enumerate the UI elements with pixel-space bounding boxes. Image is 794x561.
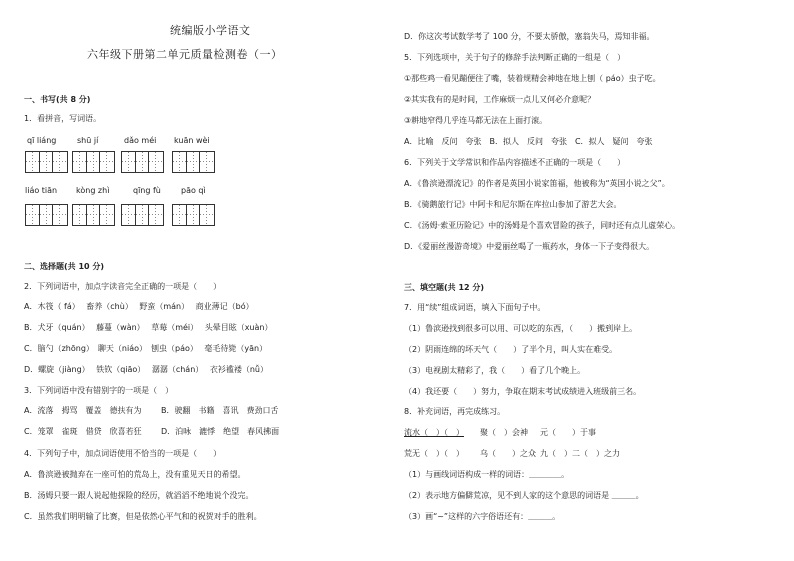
q7-item-1[interactable]: （1）鲁滨逊找到很多可以用、可以吃的东西，（ ）搬到岸上。 [404,324,638,333]
question-1: 1．看拼音，写词语。 [24,114,102,123]
right-column [395,0,794,561]
section-heading-writing: 一、书写(共 8 分) [24,95,91,104]
q7-item-3[interactable]: （3）电视剧太精彩了，我（ ）看了几个晚上。 [404,366,586,375]
writing-grid-4[interactable] [172,151,215,173]
q6-option-d[interactable]: D．《爱丽丝漫游奇境》中爱丽丝喝了一瓶药水，身体一下子变得很大。 [404,242,655,251]
writing-grid-5[interactable] [25,204,68,226]
writing-grid-7[interactable] [121,204,164,226]
q8-sub-2[interactable]: （2）表示地方偏僻荒凉，见不到人家的这个意思的词语是 ＿＿＿。 [404,491,644,500]
q4-option-a[interactable]: A．鲁滨逊被抛弃在一座可怕的荒岛上，没有重见天日的希望。 [24,470,246,479]
pinyin-5: liáo tiān [25,186,58,195]
title-line-1: 统编版小学语文 [170,24,251,37]
q8-sub-1[interactable]: （1）与画线词语构成一样的词语：＿＿＿＿。 [404,470,570,479]
q7-item-2[interactable]: （2）阴雨连绵的坏天气（ ）了半个月，叫人实在难受。 [404,345,618,354]
question-6: 6．下列关于文学常识和作品内容描述不正确的一项是（ ） [404,158,626,167]
q2-option-d[interactable]: D．螺旋（jiàng） 铁钦（qiāo） 潺潺（chán） 衣衫褴褛（nǚ） [24,365,268,374]
section-heading-choice: 二、选择题(共 10 分) [24,262,105,271]
q8-word-4[interactable]: 荒无（ ）（ ） [404,449,464,458]
question-5: 5．下列选项中，关于句子的修辞手法判断正确的一组是（ ） [404,53,626,62]
q3-option-b[interactable]: B．驶翻 书籍 喜讯 费劲口舌 [161,406,279,415]
q4-option-b[interactable]: B．汤姆只要一跟人说起他探险的经历，就滔滔不绝地说个没完。 [24,491,254,500]
left-column [0,0,395,561]
writing-grid-6[interactable] [72,204,115,226]
q8-sub-3[interactable]: （3）画“~”这样的六字俗语还有：＿＿＿。 [404,512,561,521]
writing-grid-2[interactable] [72,151,115,173]
question-4: 4．下列句子中，加点词语使用不恰当的一项是（ ） [24,449,222,458]
writing-grid-8[interactable] [172,204,215,226]
q7-item-4[interactable]: （4）我还要（ ）努力，争取在期末考试成绩进入班级前三名。 [404,387,642,396]
question-7: 7．用“续”组成词语，填入下面句子中。 [404,303,546,312]
pinyin-8: pāo qì [181,186,206,195]
q8-word-1[interactable]: 流水（ ）（ ） [404,428,464,437]
q3-option-d[interactable]: D．泊咏 漉悸 绝望 春风拂面 [161,427,280,436]
q3-option-a[interactable]: A．流落 拇骂 覆盖 德扶有为 [24,406,142,415]
pinyin-1: qī liáng [27,136,57,145]
q5-sentence-3: ③耕地窄得几乎连马都无法在上面打滚。 [404,116,548,125]
pinyin-3: dǎo méi [124,136,157,145]
pinyin-2: shū jí [77,136,99,145]
title-line-2: 六年级下册第二单元质量检测卷（一） [87,48,283,61]
q3-option-c[interactable]: C．笼罩 雀斑 借贷 欣喜若狂 [24,427,142,436]
writing-grid-3[interactable] [121,151,164,173]
q8-word-5[interactable]: 乌（ ）之众 [480,449,536,458]
q5-options[interactable]: A．比喻 反问 夸张 B．拟人 反问 夸张 C．拟人 疑问 夸张 [404,137,653,146]
pinyin-6: kòng zhì [76,186,110,195]
question-3: 3．下列词语中没有错别字的一项是（ ） [24,386,174,395]
q6-option-b[interactable]: B．《骑鹅旅行记》中阿卡和尼尔斯在库拉山参加了游艺大会。 [404,200,622,209]
q4-option-c[interactable]: C．虽然我们明明输了比赛，但是依然心平气和的祝贺对手的胜利。 [24,512,262,521]
q8-word-6[interactable]: 九（ ）二（ ）之力 [540,449,620,458]
q6-option-a[interactable]: A．《鲁滨逊漂流记》的作者是英国小说家笛福，他被称为“英国小说之父”。 [404,179,670,188]
q2-option-a[interactable]: A．木筏（ fá） 畜养（chù） 野蛮（mán） 商业薄记（bó） [24,302,254,311]
q5-sentence-2: ②其实我有的是时间，工作麻烦一点儿又何必介意呢？ [404,95,596,104]
q6-option-c[interactable]: C．《汤姆·索亚历险记》中的汤姆是个喜欢冒险的孩子，同时还有点儿虚荣心。 [404,221,681,230]
pinyin-4: kuān wèi [174,136,210,145]
q4-option-d[interactable]: D．你这次考试数学考了 100 分，不要太骄傲，塞翁失马，焉知非福。 [404,32,655,41]
pinyin-7: qīng fù [133,186,161,195]
writing-grid-1[interactable] [25,151,68,173]
q8-word-2[interactable]: 聚（ ）会神 [480,428,528,437]
question-8: 8．补充词语，再完成练习。 [404,407,506,416]
section-heading-fill: 三、填空题(共 12 分) [404,283,485,292]
q2-option-b[interactable]: B．犬牙（quán） 藤蔓（wàn） 草莓（méi） 头晕目眩（xuàn） [24,323,273,332]
question-2: 2．下列词语中，加点字读音完全正确的一项是（ ） [24,282,222,291]
q2-option-c[interactable]: C．脑勺（zhōng） 聊天（niáo） 刨虫（páo） 毫毛待毙（yān） [24,344,268,353]
q5-sentence-1: ①那些鸡一看见蹦便往了嘴，装着规精会神地在地上刨（ páo）虫子吃。 [404,74,661,83]
q8-word-3[interactable]: 元（ ）于事 [540,428,596,437]
